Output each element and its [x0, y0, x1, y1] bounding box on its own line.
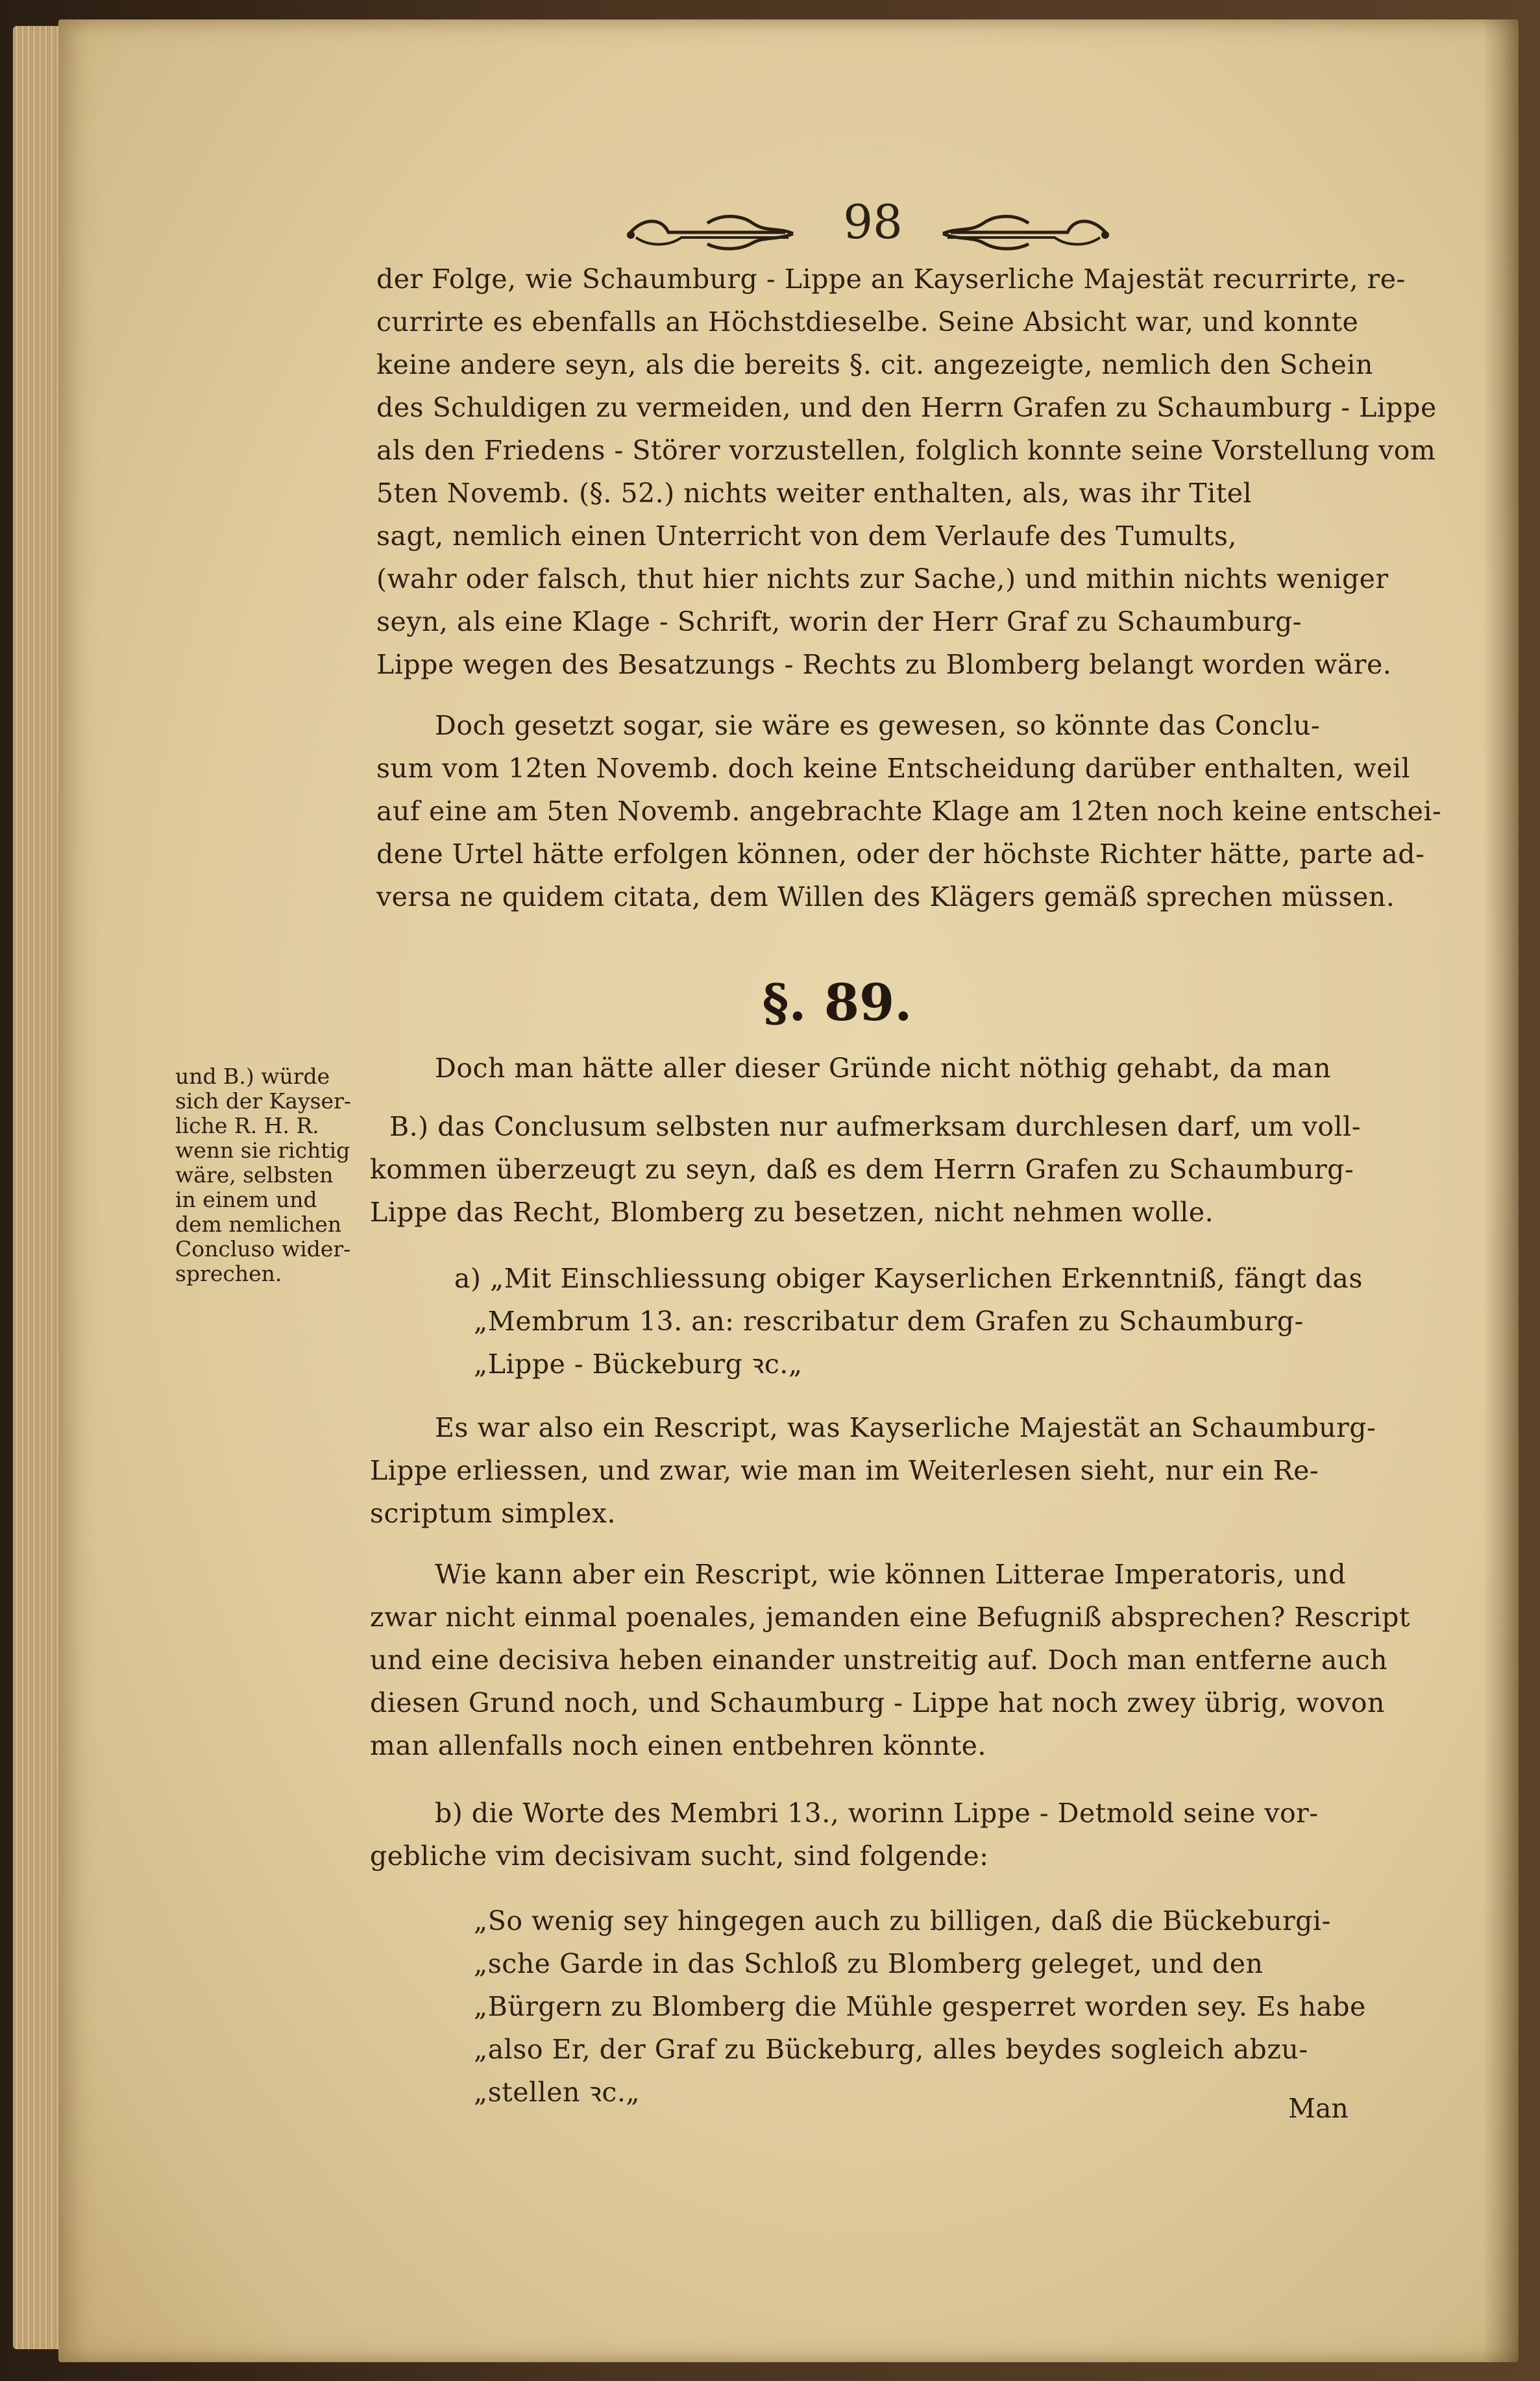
- quote-line: „Lippe - Bückeburg ꝛc.„: [474, 1349, 803, 1380]
- quote-line: „stellen ꝛc.„: [474, 2077, 641, 2108]
- margin-line: Concluso wider-: [175, 1236, 351, 1262]
- text-line: seyn, als eine Klage - Schrift, worin der Herr Graf zu Schaumburg-: [376, 606, 1302, 637]
- text-line: Doch man hätte aller dieser Gründe nicht nöthig gehabt, da man: [435, 1053, 1331, 1084]
- margin-line: dem nemlichen: [175, 1212, 342, 1237]
- text-line: des Schuldigen zu vermeiden, und den Herrn Grafen zu Schaumburg - Lippe: [376, 392, 1437, 423]
- text-line: keine andere seyn, als die bereits §. cit. angezeigte, nemlich den Schein: [376, 349, 1373, 380]
- text-line: kommen überzeugt zu seyn, daß es dem Herrn Grafen zu Schaumburg-: [370, 1154, 1354, 1185]
- text-line: auf eine am 5ten Novemb. angebrachte Klage am 12ten noch keine entschei-: [376, 796, 1442, 827]
- margin-line: und B.) würde: [175, 1064, 330, 1089]
- quote-line: „Bürgern zu Blomberg die Mühle gesperret worden sey. Es habe: [474, 1991, 1366, 2022]
- text-line: dene Urtel hätte erfolgen können, oder der höchste Richter hätte, parte ad-: [376, 838, 1425, 870]
- text-line: diesen Grund noch, und Schaumburg - Lippe hat noch zwey übrig, wovon: [370, 1687, 1385, 1718]
- text-line: gebliche vim decisivam sucht, sind folgende:: [370, 1840, 989, 1872]
- text-line: Doch gesetzt sogar, sie wäre es gewesen, so könnte das Conclu-: [435, 710, 1321, 741]
- ornament-left-icon: [623, 214, 798, 250]
- page-number: 98: [843, 195, 903, 249]
- text-line: man allenfalls noch einen entbehren könnte.: [370, 1730, 986, 1761]
- text-line: (wahr oder falsch, thut hier nichts zur Sache,) und mithin nichts weniger: [376, 563, 1389, 594]
- text-line: sum vom 12ten Novemb. doch keine Entscheidung darüber enthalten, weil: [376, 753, 1411, 784]
- quote-line: „sche Garde in das Schloß zu Blomberg geleget, und den: [474, 1948, 1264, 1979]
- margin-line: wenn sie richtig: [175, 1138, 350, 1163]
- section-heading: §. 89.: [762, 973, 912, 1032]
- text-line: sagt, nemlich einen Unterricht von dem Verlaufe des Tumults,: [376, 520, 1237, 552]
- text-line: scriptum simplex.: [370, 1498, 617, 1529]
- margin-line: in einem und: [175, 1187, 317, 1212]
- quote-line: „also Er, der Graf zu Bückeburg, alles beydes sogleich abzu-: [474, 2034, 1308, 2065]
- margin-line: liche R. H. R.: [175, 1113, 319, 1138]
- text-line: Lippe das Recht, Blomberg zu besetzen, nicht nehmen wolle.: [370, 1197, 1214, 1228]
- catchword: Man: [1288, 2093, 1349, 2124]
- text-line: B.) das Conclusum selbsten nur aufmerksam durchlesen darf, um voll-: [389, 1111, 1362, 1142]
- text-line: versa ne quidem citata, dem Willen des Klägers gemäß sprechen müssen.: [376, 881, 1395, 912]
- quote-line: „Membrum 13. an: rescribatur dem Grafen zu Schaumburg-: [474, 1306, 1304, 1337]
- text-line: currirte es ebenfalls an Höchstdieselbe. Seine Absicht war, und konnte: [376, 306, 1359, 337]
- page-header: [623, 195, 1129, 266]
- text-line: zwar nicht einmal poenales, jemanden eine Befugniß absprechen? Rescript: [370, 1602, 1410, 1633]
- quote-line: a) „Mit Einschliessung obiger Kayserlichen Erkenntniß, fängt das: [454, 1263, 1363, 1294]
- margin-note: [175, 1064, 363, 1286]
- quote-line: „So wenig sey hingegen auch zu billigen, daß die Bückeburgi-: [474, 1905, 1331, 1936]
- gutter-shadow: [1483, 19, 1519, 2362]
- text-line: Lippe wegen des Besatzungs - Rechts zu Blomberg belangt worden wäre.: [376, 649, 1392, 680]
- margin-line: sprechen.: [175, 1261, 282, 1286]
- text-line: Es war also ein Rescript, was Kayserliche Majestät an Schaumburg-: [435, 1412, 1376, 1443]
- text-line: b) die Worte des Membri 13., worinn Lippe - Detmold seine vor-: [435, 1798, 1319, 1829]
- text-line: und eine decisiva heben einander unstreitig auf. Doch man entferne auch: [370, 1644, 1388, 1676]
- text-line: Lippe erliessen, und zwar, wie man im Weiterlesen sieht, nur ein Re-: [370, 1455, 1319, 1486]
- text-line: Wie kann aber ein Rescript, wie können Litterae Imperatoris, und: [435, 1559, 1347, 1590]
- text-line: als den Friedens - Störer vorzustellen, folglich konnte seine Vorstellung vom: [376, 435, 1436, 466]
- ornament-right-icon: [938, 214, 1113, 250]
- margin-line: sich der Kayser-: [175, 1088, 351, 1114]
- text-line: der Folge, wie Schaumburg - Lippe an Kayserliche Majestät recurrirte, re-: [376, 263, 1406, 295]
- text-line: 5ten Novemb. (§. 52.) nichts weiter enthalten, als, was ihr Titel: [376, 478, 1253, 509]
- margin-line: wäre, selbsten: [175, 1162, 334, 1188]
